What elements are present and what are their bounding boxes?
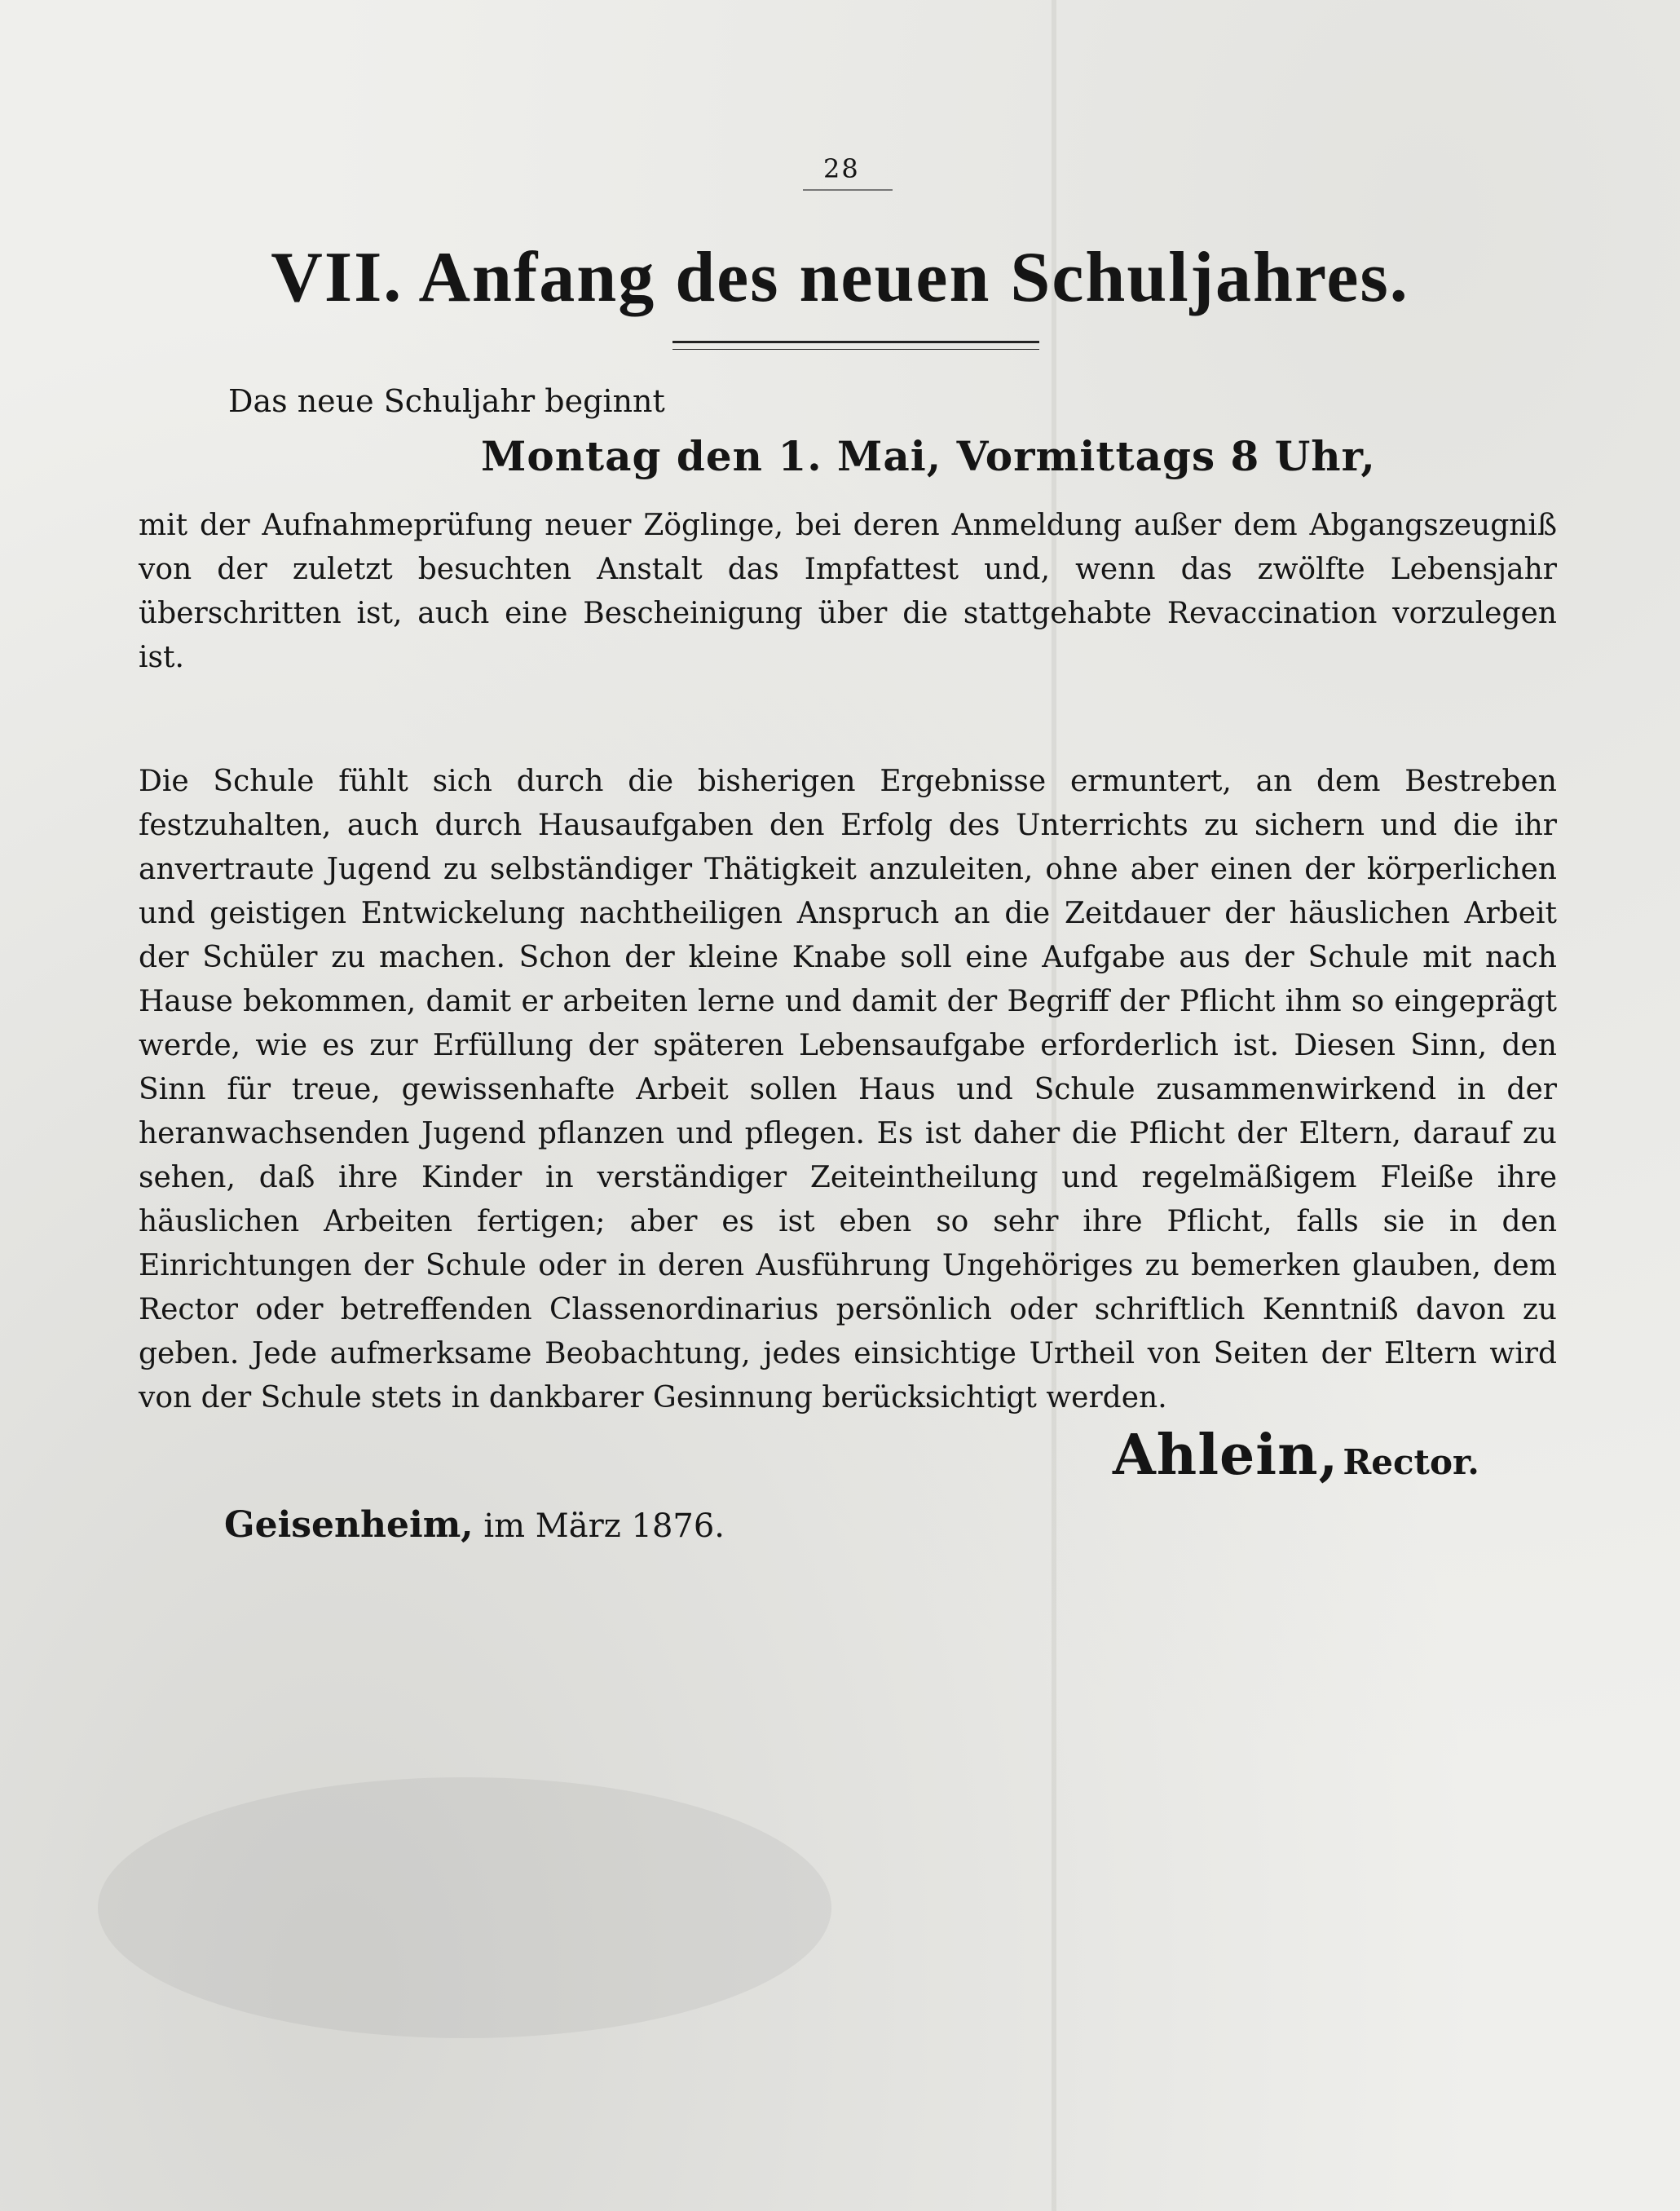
date: im März 1876. xyxy=(483,1507,725,1545)
start-date: Montag den 1. Mai, Vormittags 8 Uhr, xyxy=(481,432,1376,480)
paragraph-admission xyxy=(139,504,1557,680)
signature-name: Ahlein, xyxy=(1113,1423,1339,1488)
place: Geisenheim, xyxy=(224,1504,474,1546)
signature-role: Rector. xyxy=(1343,1442,1479,1482)
paper-stain xyxy=(98,1777,831,2038)
paragraph-text: mit der Aufnahmeprüfung neuer Zöglinge, bei deren Anmeldung außer dem Abgangszeugniß von der zuletzt besuchten Anstalt das Impfattest und, wenn das zwölfte Lebensjahr überschritten ist, auch eine Bescheinigung über die stattgehabte Revaccination vorzulegen ist. xyxy=(139,509,1557,674)
page-number: 28 xyxy=(823,153,860,184)
page-number-rule xyxy=(803,189,893,191)
title-rule-top xyxy=(672,341,1039,343)
intro-line: Das neue Schuljahr beginnt xyxy=(228,383,665,419)
paragraph-homework xyxy=(139,760,1557,1420)
title-rule-bottom xyxy=(672,349,1039,350)
place-date xyxy=(224,1504,725,1546)
paragraph-text: Die Schule fühlt sich durch die bisherigen Ergebnisse ermuntert, an dem Bestreben festzuhalten, auch durch Hausaufgaben den Erfolg des Unterrichts zu sichern und die ihr anvertraute Jugend zu selbständiger Thätigkeit anzuleiten, ohne aber einen der körperlichen und geistigen Entwickelung nachtheiligen Anspruch an die Zeitdauer der häuslichen Arbeit der Schüler zu machen. Schon der kleine Knabe soll eine Aufgabe aus der Schule mit nach Hause bekommen, damit er arbeiten lerne und damit der Begriff der Pflicht ihm so eingeprägt werde, wie es zur Erfüllung der späteren Lebensaufgabe erforderlich ist. Diesen Sinn, den Sinn für treue, gewissenhafte Arbeit sollen Haus und Schule zusammenwirkend in der heranwachsenden Jugend pflanzen und pflegen. Es ist daher die Pflicht der Eltern, darauf zu sehen, daß ihre Kinder in verständiger Zeiteintheilung und regelmäßigem Fleiße ihre häuslichen Arbeiten fertigen; aber es ist eben so sehr ihre Pflicht, falls sie in den Einrichtungen der Schule oder in deren Ausführung Ungehöriges zu bemerken glauben, dem Rector oder betreffenden Classenordinarius persönlich oder schriftlich Kenntniß davon zu geben. Jede aufmerksame Beobachtung, jedes einsichtige Urtheil von Seiten der Eltern wird von der Schule stets in dankbarer Gesinnung berücksichtigt werden. xyxy=(139,765,1557,1414)
signature xyxy=(1113,1423,1479,1488)
section-title: VII. Anfang des neuen Schuljahres. xyxy=(271,238,1409,317)
